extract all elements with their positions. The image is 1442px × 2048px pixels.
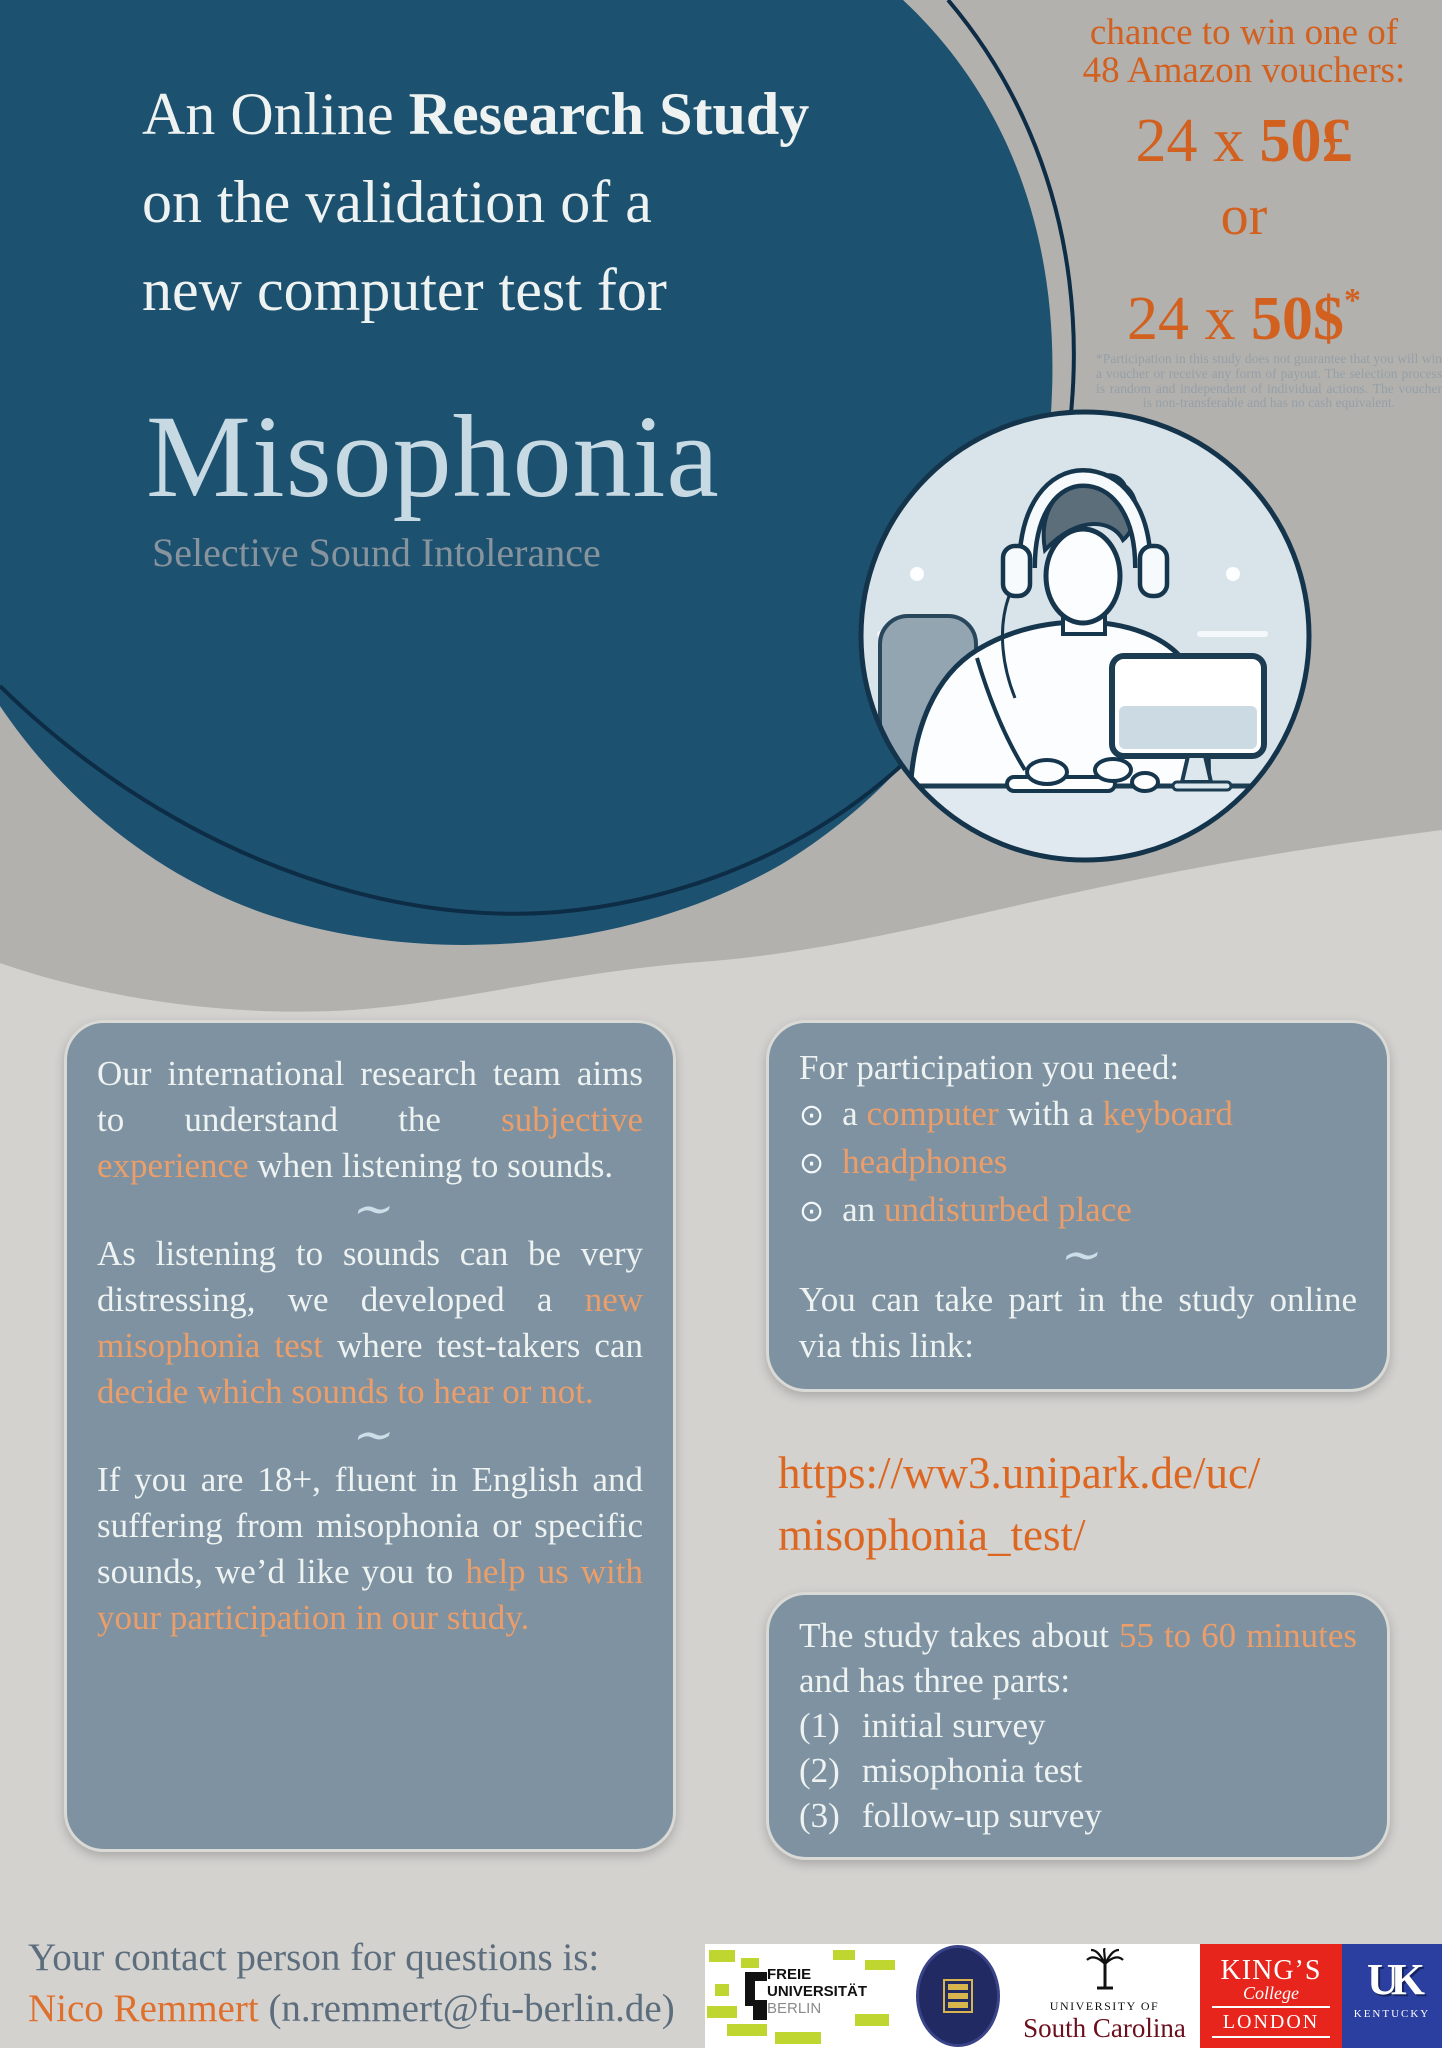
- paragraph-eligibility: If you are 18+, fluent in English and suffering from misophonia or specific sounds, we’d like you to help us with your participation in our study.: [97, 1460, 643, 1637]
- voucher-or: or: [1220, 185, 1268, 247]
- face: [1046, 529, 1120, 623]
- circled-dot-bullet-icon: ⊙: [799, 1147, 825, 1180]
- fu-berlin-logo: FREIE UNIVERSITÄT BERLIN: [705, 1944, 907, 2048]
- title-line-3: new computer test for: [142, 257, 667, 323]
- decor-dot-left: [910, 567, 924, 581]
- requirement-text: a computer with a keyboard: [842, 1094, 1233, 1133]
- oxford-logo: [907, 1944, 1009, 2048]
- contact-line: Your contact person for questions is:: [28, 1936, 600, 1979]
- voucher-line-1: chance to win one of: [1089, 12, 1399, 53]
- kings-college-london-logo: KING’S College LONDON: [1200, 1944, 1342, 2048]
- voucher-line-2: 48 Amazon vouchers:: [1082, 50, 1406, 91]
- study-link-line-1[interactable]: https://ww3.unipark.de/uc/: [778, 1448, 1261, 1498]
- contact-email[interactable]: (n.remmert@fu-berlin.de): [268, 1987, 675, 2030]
- requirement-item-place: [799, 1187, 1357, 1235]
- voucher-disclaimer: *Participation in this study does not guarantee that you will win a voucher or receive any form of payout. The selection process is random and independent of individual actions. The voucher is non-transferable and has no cash equivalent.: [1096, 351, 1442, 411]
- voucher-amount-usd: 24 x 50$*: [1127, 282, 1361, 353]
- study-part-number: (1): [799, 1706, 840, 1745]
- voucher-amount-gbp: 24 x 50£: [1135, 107, 1353, 175]
- main-title: Misophonia: [146, 391, 720, 522]
- south-carolina-logo: UNIVERSITY OF South Carolina: [1009, 1944, 1200, 2048]
- study-part-2: [799, 1748, 1357, 1793]
- partner-logos: [705, 1944, 1442, 2048]
- study-part-number: (2): [799, 1751, 840, 1790]
- right-hand: [1095, 759, 1131, 781]
- study-part-3: [799, 1793, 1357, 1838]
- study-part-label: initial survey: [861, 1706, 1046, 1745]
- circled-dot-bullet-icon: ⊙: [799, 1099, 825, 1132]
- kentucky-logo: UK KENTUCKY: [1342, 1944, 1442, 2048]
- contact-block: [28, 1932, 675, 2034]
- title-line-1: An Online Research Study: [142, 81, 810, 147]
- subtitle: Selective Sound Intolerance: [152, 530, 601, 575]
- requirement-item-headphones: [799, 1139, 1357, 1187]
- study-part-1: [799, 1703, 1357, 1748]
- tilde-divider-icon: ∼: [349, 1409, 391, 1462]
- left-hand: [1027, 760, 1067, 784]
- voucher-offer: [1046, 14, 1442, 358]
- mouse-icon: [1132, 773, 1158, 791]
- research-description-box: [64, 1020, 676, 1852]
- requirement-item-computer: [799, 1091, 1357, 1139]
- title-line-2: on the validation of a: [142, 169, 652, 235]
- paragraph-aims: Our international research team aims to understand the subjective experience when listening to sounds.: [97, 1054, 643, 1185]
- tilde-divider-icon: ∼: [349, 1183, 391, 1236]
- study-part-number: (3): [799, 1796, 840, 1835]
- study-duration-text: The study takes about 55 to 60 minutes and has three parts:: [799, 1616, 1357, 1700]
- tilde-divider-icon: ∼: [1057, 1229, 1099, 1282]
- contact-name: Nico Remmert: [28, 1987, 259, 2030]
- study-link[interactable]: [778, 1442, 1260, 1566]
- study-structure-box: [766, 1592, 1390, 1860]
- circled-dot-bullet-icon: ⊙: [799, 1195, 825, 1228]
- monitor-base: [1173, 782, 1231, 790]
- take-part-text: You can take part in the study online via this link:: [799, 1280, 1357, 1365]
- contact-person: [28, 1983, 675, 2034]
- study-part-label: follow-up survey: [861, 1796, 1102, 1835]
- palmetto-tree-icon: [1085, 1948, 1125, 1990]
- requirement-text: headphones: [842, 1142, 1008, 1181]
- decor-dot-right: [1226, 567, 1240, 581]
- participation-requirements-box: [766, 1020, 1390, 1392]
- study-link-line-2[interactable]: misophonia_test/: [778, 1510, 1086, 1560]
- page-title: [142, 70, 1002, 334]
- paragraph-test: As listening to sounds can be very distressing, we developed a new misophonia test where test-takers can decide which sounds to hear or not.: [97, 1234, 643, 1411]
- requirements-heading: For participation you need:: [799, 1048, 1180, 1087]
- study-part-label: misophonia test: [861, 1751, 1083, 1790]
- requirement-text: an undisturbed place: [842, 1190, 1132, 1229]
